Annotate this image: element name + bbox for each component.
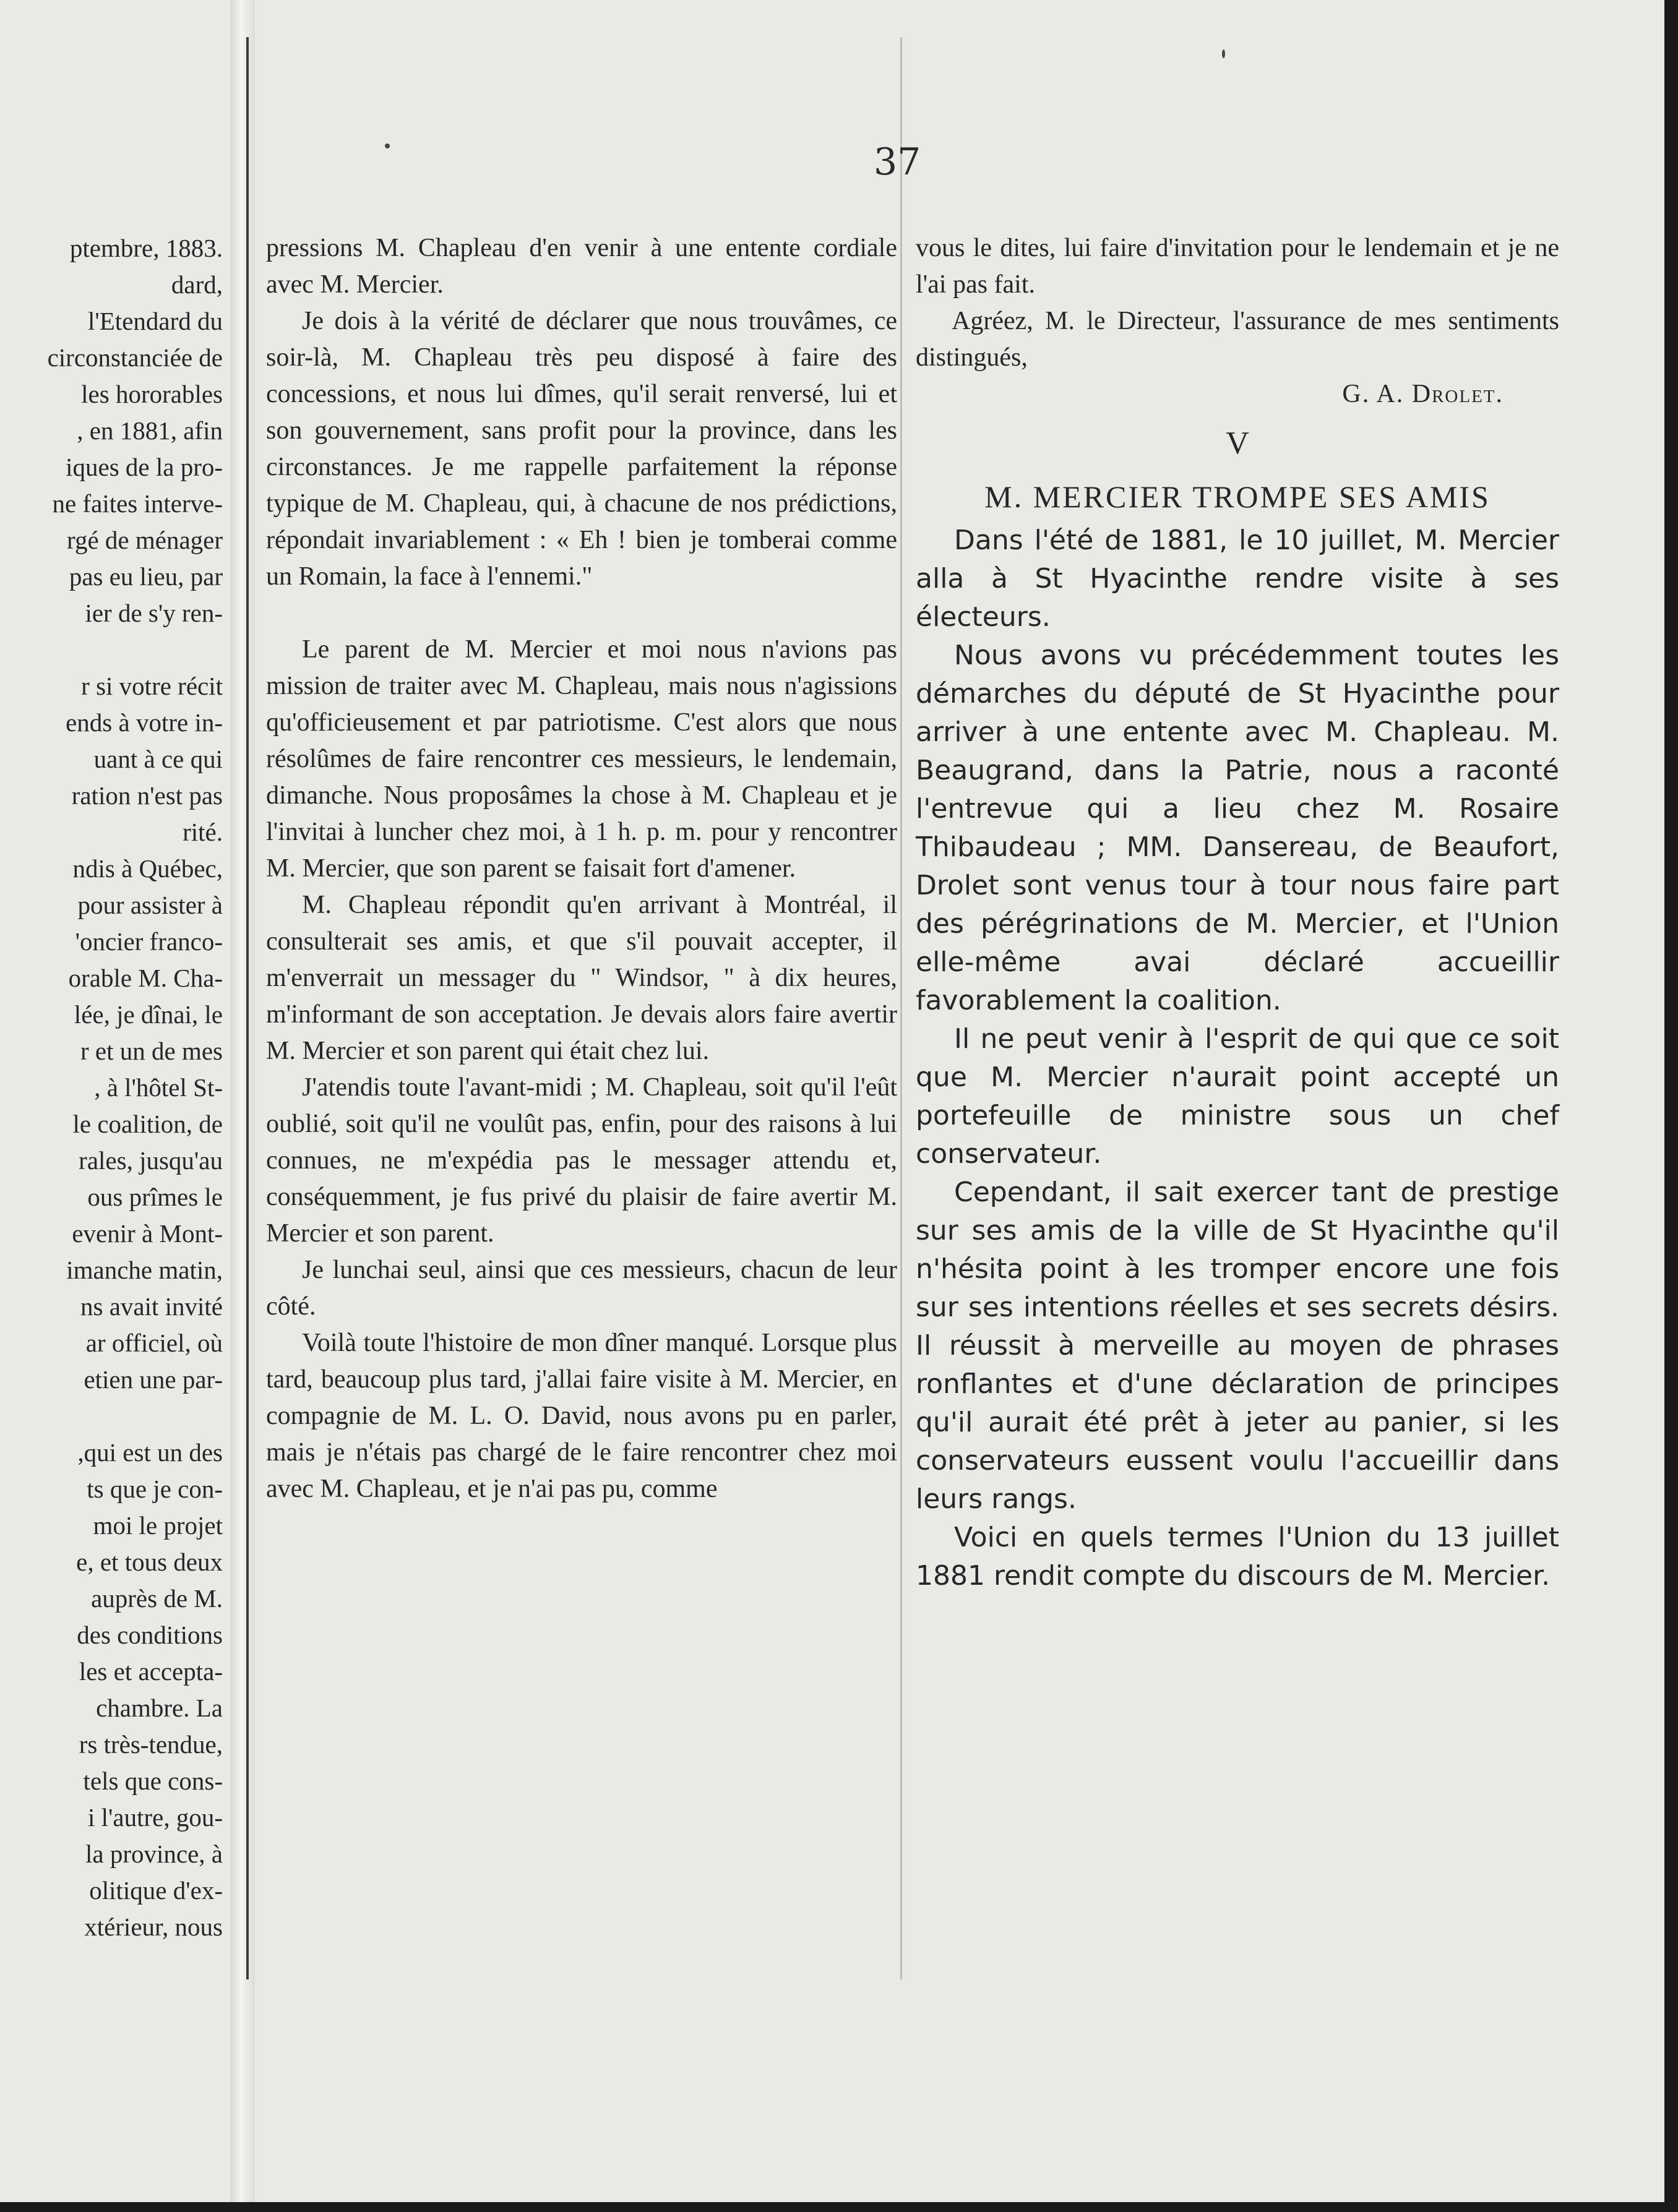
paragraph: Voici en quels termes l'Union du 13 juillet 1881 rendit compte du discours de M. Mercier. <box>916 1522 1559 1592</box>
text-line: pour assister à <box>77 891 223 919</box>
text-line: rales, jusqu'au <box>79 1146 223 1175</box>
paragraph: vous le dites, lui faire d'invitation pour le lendemain et je ne l'ai pas fait. <box>916 234 1559 299</box>
text-line: ptembre, 1883. <box>69 234 223 262</box>
left-column-fragment <box>0 230 223 1945</box>
text-line: r si votre récit <box>81 672 223 700</box>
text-line: le coalition, de <box>72 1110 223 1138</box>
paragraph: Nous avons vu précédemment toutes les démarches du député de St Hyacinthe pour arriver à une entente avec M. Chapleau. M. Beaugrand, dans la Patrie, nous a raconté l'entrevue qui a lieu chez M. Rosaire Thibaudeau ; MM. Dansereau, de Beaufort, Drolet sont venus tour à tour nous faire part des pérégrinations de M. Mercier, et l'Union elle-même avai déclaré accueillir favorablement la coalition. <box>916 640 1559 1016</box>
section-numeral: V <box>1226 426 1249 461</box>
text-line: les hororables <box>81 380 223 408</box>
text-line: ous prîmes le <box>87 1183 223 1211</box>
page-number: 37 <box>874 140 921 184</box>
scan-speck <box>385 144 390 148</box>
text-line: rs très-tendue, <box>79 1730 223 1759</box>
paragraph: pressions M. Chapleau d'en venir à une entente cordiale avec M. Mercier. <box>266 234 897 299</box>
middle-column <box>266 230 897 1507</box>
text-line: ration n'est pas <box>71 781 223 810</box>
text-line: iques de la pro- <box>66 453 223 481</box>
text-line: ts que je con- <box>87 1475 223 1503</box>
text-line: rité. <box>183 818 223 846</box>
paragraph: Il ne peut venir à l'esprit de qui que ce soit que M. Mercier n'aurait point accepté un portefeuille de ministre sous un chef conservateur. <box>916 1023 1559 1170</box>
paragraph: Je dois à la vérité de déclarer que nous trouvâmes, ce soir-là, M. Chapleau très peu disposé à faire des concessions, et nous lui dîmes, qu'il serait renversé, lui et son gouvernement, sans profit pour la province, dans les circonstances. Je me rappelle parfaitement la réponse typique de M. Chapleau, qui, à chacune de nos prédictions, répondait invariablement : « Eh ! bien je tomberai comme un Romain, la face à l'ennemi." <box>266 307 897 591</box>
text-line: ier de s'y ren- <box>85 599 223 627</box>
text-line: i l'autre, gou- <box>87 1803 223 1832</box>
text-line: ends à votre in- <box>66 708 223 737</box>
paragraph: Voilà toute l'histoire de mon dîner manqué. Lorsque plus tard, beaucoup plus tard, j'allai faire visite à M. Mercier, en compagnie de M. L. O. David, nous avons pu en parler, mais je n'étais pas chargé de le faire rencontrer chez moi avec M. Chapleau, et je n'ai pas pu, comme <box>266 1329 897 1503</box>
section-title: M. MERCIER TROMPE SES AMIS <box>984 479 1491 514</box>
text-line: evenir à Mont- <box>72 1219 223 1248</box>
text-line: des conditions <box>77 1621 223 1649</box>
paragraph: Dans l'été de 1881, le 10 juillet, M. Mercier alla à St Hyacinthe rendre visite à ses électeurs. <box>916 525 1559 633</box>
text-line: chambre. La <box>96 1694 223 1722</box>
paragraph: M. Chapleau répondit qu'en arrivant à Montréal, il consulterait ses amis, et que s'il pouvait accepter, il m'enverrait un messager du " Windsor, " à dix heures, m'informant de son acceptation. Je devais alors faire avertir M. Mercier et son parent qui était chez lui. <box>266 891 897 1065</box>
text-line: ndis à Québec, <box>72 854 223 883</box>
paragraph: J'atendis toute l'avant-midi ; M. Chapleau, soit qu'il l'eût oublié, soit qu'il ne voulût pas, enfin, pour des raisons à lui connues, ne m'expédia pas le messager attendu et, conséquemment, je fus privé du plaisir de faire avertir M. Mercier et son parent. <box>266 1073 897 1248</box>
text-line: la province, à <box>85 1840 223 1868</box>
paragraph: Cependant, il sait exercer tant de prestige sur ses amis de la ville de St Hyacinthe qu'il n'hésita point à les tromper encore une fois sur ses intentions réelles et ses secrets désirs. Il réussit à merveille au moyen de phrases ronflantes et d'une déclaration de principes qu'il aurait été prêt à jeter au panier, si les conservateurs eussent voulu l'accueillir dans leurs rangs. <box>916 1177 1559 1515</box>
text-line: les et accepta- <box>79 1657 223 1686</box>
text-line: imanche matin, <box>66 1256 223 1284</box>
text-line: e, et tous deux <box>76 1548 223 1576</box>
text-line: ne faites interve- <box>52 489 223 518</box>
paragraph: Je lunchai seul, ainsi que ces messieurs, chacun de leur côté. <box>266 1256 897 1321</box>
text-line: xtérieur, nous <box>84 1913 223 1941</box>
text-line: 'oncier franco- <box>75 927 223 956</box>
column-rule <box>246 37 249 1979</box>
text-line: ns avait invité <box>80 1292 223 1321</box>
text-line: , à l'hôtel St- <box>94 1073 223 1102</box>
text-line: tels que cons- <box>83 1767 223 1795</box>
text-line: , en 1881, afin <box>77 416 223 445</box>
text-line: etien une par- <box>84 1365 223 1394</box>
text-line: ar officiel, où <box>85 1329 223 1357</box>
signature: G. A. Drolet. <box>1342 380 1504 408</box>
text-line: dard, <box>171 270 223 299</box>
text-line: r et un de mes <box>80 1037 223 1065</box>
text-line: lée, je dînai, le <box>74 1000 223 1029</box>
text-line: moi le projet <box>93 1511 223 1540</box>
column-rule <box>900 37 902 1979</box>
text-line: uant à ce qui <box>93 745 223 773</box>
paragraph: Le parent de M. Mercier et moi nous n'avions pas mission de traiter avec M. Chapleau, mais nous n'agissions qu'officieusement et par patriotisme. C'est alors que nous résolûmes de faire rencontrer ces messieurs, le lendemain, dimanche. Nous proposâmes la chose à M. Chapleau et je l'invitai à luncher chez moi, à 1 h. p. m. pour y rencontrer M. Mercier, que son parent se faisait fort d'amener. <box>266 635 897 883</box>
text-line <box>0 632 223 668</box>
right-column <box>916 230 1559 1595</box>
text-line: rgé de ménager <box>67 526 223 554</box>
text-line: orable M. Cha- <box>68 964 223 992</box>
text-line: l'Etendard du <box>87 307 223 335</box>
text-line: olitique d'ex- <box>89 1876 223 1905</box>
paragraph: Agréez, M. le Directeur, l'assurance de mes sentiments distingués, <box>916 307 1559 372</box>
scan-speck <box>1222 49 1225 58</box>
text-line: auprès de M. <box>91 1584 223 1613</box>
text-line: pas eu lieu, par <box>69 562 223 591</box>
page-fold <box>230 0 255 2202</box>
text-line: circonstanciée de <box>47 343 223 372</box>
text-line <box>0 1398 223 1434</box>
text-line: ,qui est un des <box>77 1438 223 1467</box>
